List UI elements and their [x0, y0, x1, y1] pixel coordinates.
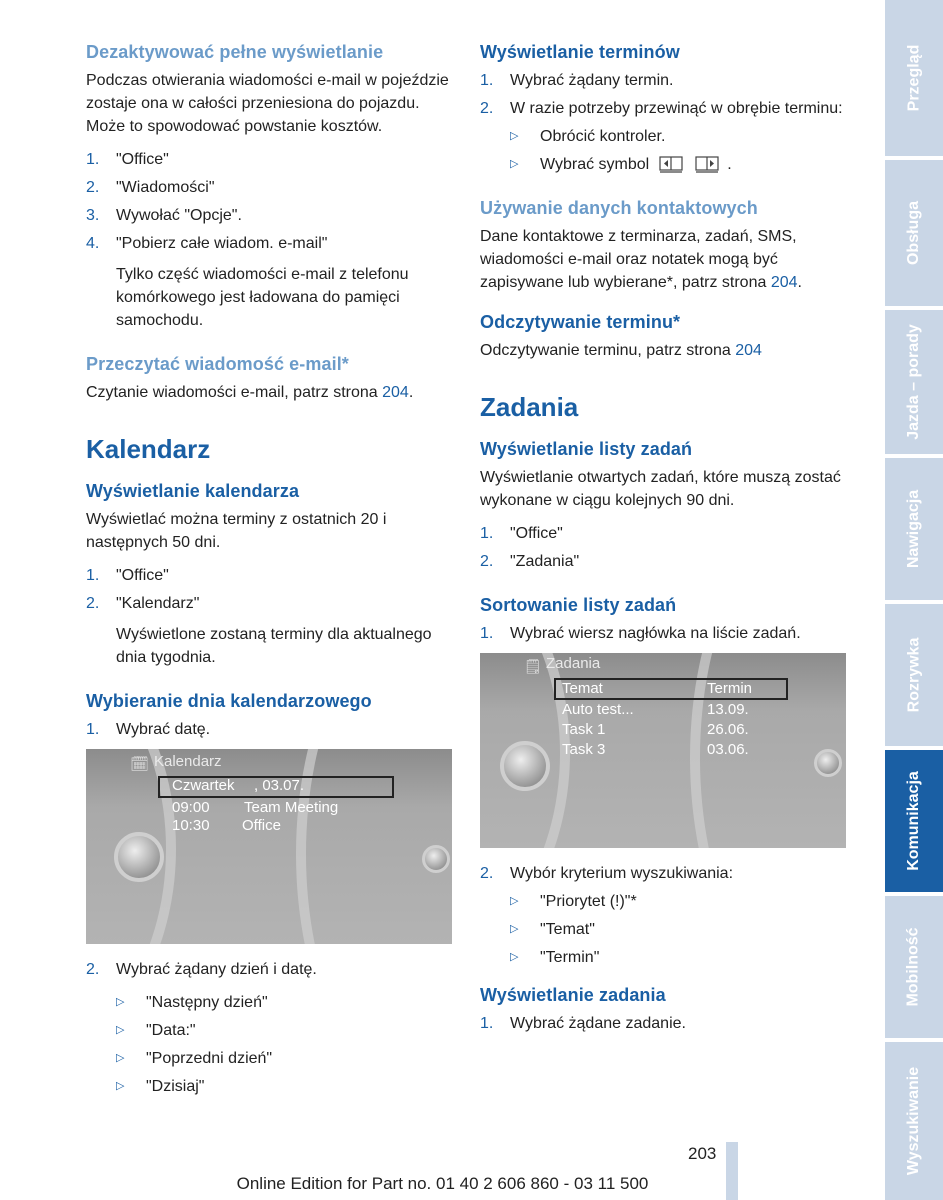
task-date: 03.06.	[707, 741, 749, 758]
list-item	[116, 991, 454, 1014]
tasks-screenshot	[480, 653, 846, 848]
step-text: Wybrać żądany termin.	[510, 72, 674, 89]
paragraph	[480, 225, 852, 294]
calendar-screenshot	[86, 749, 452, 944]
page-link[interactable]: 204	[770, 274, 798, 291]
list-item	[480, 97, 852, 120]
step-text: "Kalendarz"	[116, 595, 200, 612]
paragraph-text: .	[408, 384, 414, 401]
step-list	[480, 622, 852, 645]
paragraph-text: Odczytywanie terminu, patrz strona	[480, 342, 736, 359]
scroll-back-icon	[659, 155, 683, 173]
triangle-bullet-icon: ▷	[510, 951, 519, 963]
step-list	[86, 564, 454, 615]
chapter-title: Kalendarz	[86, 434, 211, 464]
triangle-bullet-icon: ▷	[116, 1052, 125, 1064]
section-heading: Używanie danych kontaktowych	[480, 198, 758, 218]
right-column	[480, 42, 852, 1057]
triangle-bullet-icon: ▷	[510, 923, 519, 935]
section-display-task	[480, 985, 852, 1035]
option-list	[510, 890, 852, 969]
step-number: 2.	[86, 179, 100, 196]
option-text: "Data:"	[146, 1022, 196, 1039]
screen-title: Zadania	[546, 655, 601, 672]
column-header-subject[interactable]: Temat	[562, 680, 603, 697]
option-text: Obrócić kontroler.	[540, 128, 666, 145]
tab-label: Rozrywka	[905, 637, 923, 713]
step-text: Wybrać żądane zadanie.	[510, 1015, 686, 1032]
list-item	[86, 176, 454, 199]
footer-text: Online Edition for Part no. 01 40 2 606 860 - 03 11 500	[236, 1174, 649, 1193]
section-disable-full-display	[86, 42, 454, 332]
list-item	[510, 125, 852, 148]
section-select-day	[86, 691, 454, 1098]
date-value[interactable]: , 03.07.	[254, 777, 305, 794]
section-read-email	[86, 354, 454, 404]
left-column	[86, 42, 454, 1120]
step-number: 1.	[86, 151, 100, 168]
step-list	[86, 958, 454, 981]
tab-entertainment[interactable]	[885, 604, 943, 746]
chapter-title: Zadania	[480, 392, 579, 422]
list-item	[86, 592, 454, 615]
paragraph	[480, 339, 852, 362]
section-heading: Wyświetlanie zadania	[480, 985, 666, 1005]
step-list	[86, 148, 454, 255]
list-item	[510, 918, 852, 941]
triangle-bullet-icon: ▷	[116, 996, 125, 1008]
option-list	[116, 991, 454, 1098]
scroll-forward-icon	[695, 155, 719, 173]
step-list	[480, 69, 852, 120]
task-date: 26.06.	[707, 721, 749, 738]
step-number: 2.	[480, 865, 494, 882]
step-text: "Office"	[116, 567, 169, 584]
chapter-tabs	[885, 0, 943, 1200]
option-text: Wybrać symbol	[540, 156, 650, 173]
step-note: Wyświetlone zostaną terminy dla aktualnego dnia tygodnia.	[116, 626, 432, 666]
task-subject: Task 1	[562, 721, 606, 738]
controller-knob-icon	[114, 832, 164, 882]
tab-label: Przegląd	[905, 44, 922, 112]
section-heading: Sortowanie listy zadań	[480, 595, 677, 615]
paragraph-text: Dane kontaktowe z terminarza, zadań, SMS, wiadomości e-mail oraz notatek mogą być zapisywane lub wybierane*, patrz strona	[480, 228, 797, 291]
step-number: 2.	[480, 100, 494, 117]
section-heading: Wyświetlanie kalendarza	[86, 481, 300, 501]
list-item	[510, 890, 852, 913]
list-item	[510, 946, 852, 969]
step-number: 1.	[480, 525, 494, 542]
triangle-bullet-icon: ▷	[510, 895, 519, 907]
task-subject: Task 3	[562, 741, 606, 758]
controller-knob-icon	[500, 741, 550, 791]
section-display-appointments	[480, 42, 852, 176]
list-item	[116, 1075, 454, 1098]
step-list	[480, 522, 852, 573]
option-list	[510, 125, 852, 176]
option-text: "Dzisiaj"	[146, 1078, 205, 1095]
appointment-title: Office	[242, 817, 281, 834]
tab-label: Jazda – porady	[905, 324, 923, 440]
step-text: Wybrać wiersz nagłówka na liście zadań.	[510, 625, 801, 642]
step-list	[480, 862, 852, 885]
section-task-list	[480, 439, 852, 573]
step-list	[86, 718, 454, 741]
page-number: 203	[688, 1144, 717, 1163]
step-text: "Pobierz całe wiadom. e-mail"	[116, 235, 328, 252]
options-icon	[814, 749, 842, 777]
step-text: "Office"	[116, 151, 169, 168]
step-list	[480, 1012, 852, 1035]
tab-label: Wyszukiwanie	[905, 1066, 922, 1176]
paragraph: Wyświetlać można terminy z ostatnich 20 i następnych 50 dni.	[86, 511, 387, 551]
list-item	[86, 232, 454, 255]
tab-overview[interactable]	[885, 0, 943, 156]
paragraph-text: .	[797, 274, 802, 291]
section-heading: Wybieranie dnia kalendarzowego	[86, 691, 372, 711]
list-item	[480, 622, 852, 645]
option-text: .	[727, 156, 732, 173]
step-text: "Zadania"	[510, 553, 580, 570]
date-weekday[interactable]: Czwartek	[172, 777, 235, 794]
section-sort-tasks	[480, 595, 852, 969]
tab-mobility[interactable]	[885, 896, 943, 1038]
paragraph	[86, 381, 454, 404]
paragraph: Podczas otwierania wiadomości e-mail w pojeździe zostaje ona w całości przeniesiona do pojazdu. Może to spowodować powstanie kosztów.	[86, 72, 449, 135]
step-number: 4.	[86, 235, 100, 252]
list-item	[86, 958, 454, 981]
task-date: 13.09.	[707, 701, 749, 718]
section-heading: Wyświetlanie listy zadań	[480, 439, 693, 459]
tab-navigation[interactable]	[885, 458, 943, 600]
tab-driving-tips[interactable]	[885, 310, 943, 454]
step-text: Wywołać "Opcje".	[116, 207, 242, 224]
step-number: 2.	[86, 595, 100, 612]
step-text: Wybór kryterium wyszukiwania:	[510, 865, 734, 882]
paragraph: Wyświetlanie otwartych zadań, które muszą zostać wykonane w ciągu kolejnych 90 dni.	[480, 469, 841, 509]
tab-label: Obsługa	[905, 200, 923, 266]
triangle-bullet-icon: ▷	[116, 1024, 125, 1036]
step-text: W razie potrzeby przewinąć w obrębie terminu:	[510, 100, 843, 117]
screen-title: Kalendarz	[154, 753, 222, 770]
list-item	[86, 718, 454, 741]
tab-label: Mobilność	[905, 927, 923, 1007]
section-heading: Dezaktywować pełne wyświetlanie	[86, 42, 384, 62]
option-text: "Termin"	[540, 949, 600, 966]
triangle-bullet-icon: ▷	[510, 158, 519, 170]
list-item	[480, 1012, 852, 1035]
list-item	[510, 153, 852, 176]
list-item	[116, 1019, 454, 1042]
triangle-bullet-icon: ▷	[510, 130, 519, 142]
column-header-date[interactable]: Termin	[707, 680, 753, 697]
step-text: "Wiadomości"	[116, 179, 215, 196]
step-number: 1.	[86, 567, 100, 584]
appointment-time: 10:30	[172, 817, 210, 834]
list-item	[480, 522, 852, 545]
tasks-icon: 🗒	[524, 658, 542, 674]
step-number: 2.	[86, 961, 100, 978]
page-link[interactable]: 204	[382, 384, 409, 401]
list-item	[480, 862, 852, 885]
list-item	[86, 204, 454, 227]
section-heading: Przeczytać wiadomość e-mail*	[86, 354, 349, 374]
option-text: "Temat"	[540, 921, 595, 938]
step-note: Tylko część wiadomości e-mail z telefonu komórkowego jest ładowana do pamięci samochodu.	[116, 266, 409, 329]
option-text: "Poprzedni dzień"	[146, 1050, 273, 1067]
list-item	[86, 148, 454, 171]
step-number: 3.	[86, 207, 100, 224]
tab-search[interactable]	[885, 1042, 943, 1200]
paragraph-text: Czytanie wiadomości e-mail, patrz strona	[86, 384, 383, 401]
appointment-title: Team Meeting	[244, 799, 339, 816]
section-heading: Odczytywanie terminu*	[480, 312, 681, 332]
step-number: 1.	[86, 721, 100, 738]
calendar-icon: 🗓	[130, 756, 150, 773]
list-item	[480, 550, 852, 573]
list-item	[480, 69, 852, 92]
section-read-appointment	[480, 312, 852, 362]
page-link[interactable]: 204	[735, 342, 762, 359]
step-number: 1.	[480, 1015, 494, 1032]
plus-icon	[422, 845, 450, 873]
step-number: 2.	[480, 553, 494, 570]
step-number: 1.	[480, 72, 494, 89]
task-subject: Auto test...	[562, 701, 634, 718]
list-item	[116, 1047, 454, 1070]
section-display-calendar	[86, 481, 454, 669]
step-text: Wybrać datę.	[116, 721, 211, 738]
tab-controls[interactable]	[885, 160, 943, 306]
tab-communication[interactable]	[885, 750, 943, 892]
section-heading: Wyświetlanie terminów	[480, 42, 680, 62]
appointment-time: 09:00	[172, 799, 210, 816]
step-number: 1.	[480, 625, 494, 642]
triangle-bullet-icon: ▷	[116, 1080, 125, 1092]
step-text: "Office"	[510, 525, 563, 542]
section-contact-data	[480, 198, 852, 294]
step-text: Wybrać żądany dzień i datę.	[116, 961, 317, 978]
option-text: "Następny dzień"	[146, 994, 268, 1011]
tab-label: Nawigacja	[905, 489, 923, 569]
tab-label: Komunikacja	[905, 771, 922, 871]
option-text: "Priorytet (!)"*	[540, 893, 637, 910]
list-item	[86, 564, 454, 587]
